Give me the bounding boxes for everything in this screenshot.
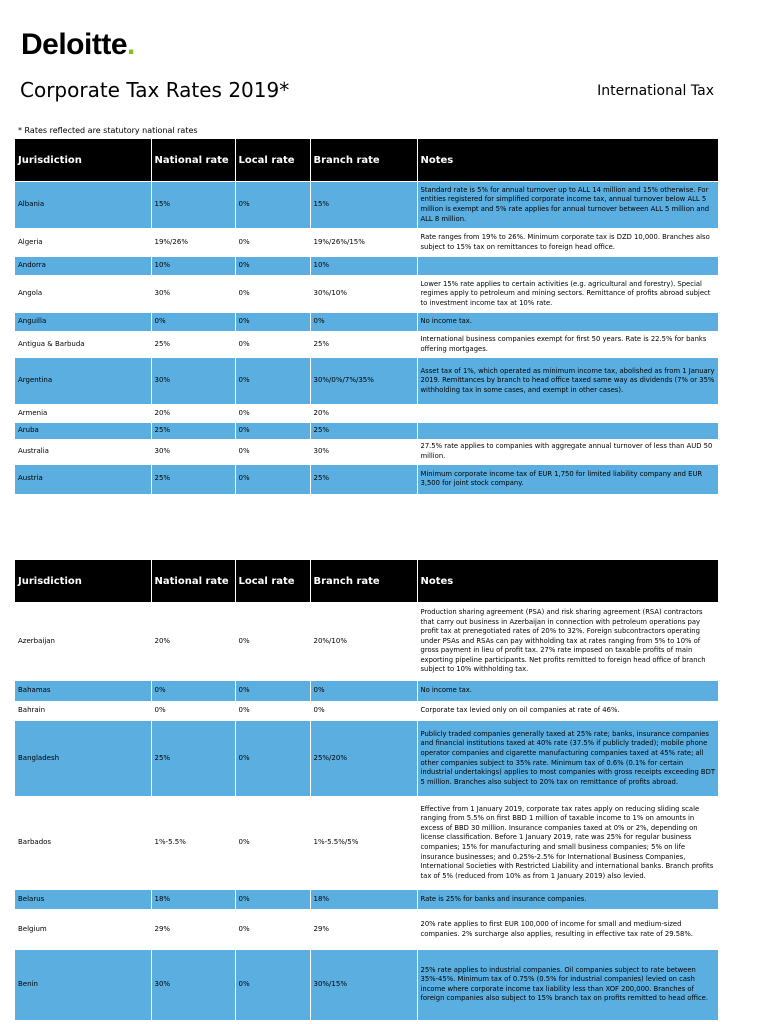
- branch-rate-cell: 18%: [310, 890, 417, 910]
- local-rate-cell: 0%: [235, 465, 310, 494]
- national-rate-cell: 25%: [151, 332, 235, 358]
- jurisdiction-cell: Argentina: [15, 358, 151, 405]
- jurisdiction-cell: Azerbaijan: [15, 603, 151, 681]
- column-header-local-rate: Local rate: [235, 560, 310, 603]
- table-row: [15, 910, 718, 950]
- table-row: [15, 358, 718, 405]
- column-header-notes: Notes: [417, 560, 718, 603]
- local-rate-cell: 0%: [235, 603, 310, 681]
- branch-rate-cell: 19%/26%/15%: [310, 229, 417, 257]
- local-rate-cell: 0%: [235, 257, 310, 276]
- notes-cell: [417, 405, 718, 423]
- notes-cell: 25% rate applies to industrial companies. Oil companies subject to rate between 35%-45%. Minimum tax of 0.75% (0.5% for industrial companies) levied on cash income where corporate income tax liability less than XOF 200,000. Branches of foreign companies also subject to 15% branch tax on profits remitted to head office.: [417, 950, 718, 1020]
- jurisdiction-cell: Aruba: [15, 423, 151, 440]
- table-row: [15, 257, 718, 276]
- table-row: [15, 332, 718, 358]
- tax-table-1: [15, 139, 718, 494]
- table-row: [15, 229, 718, 257]
- branch-rate-cell: 30%/0%/7%/35%: [310, 358, 417, 405]
- local-rate-cell: 0%: [235, 797, 310, 890]
- branch-rate-cell: 25%: [310, 423, 417, 440]
- local-rate-cell: 0%: [235, 358, 310, 405]
- national-rate-cell: 25%: [151, 721, 235, 797]
- notes-cell: 27.5% rate applies to companies with aggregate annual turnover of less than AUD 50 million.: [417, 440, 718, 465]
- national-rate-cell: 30%: [151, 276, 235, 313]
- deloitte-logo: Deloitte.: [21, 28, 135, 61]
- local-rate-cell: 0%: [235, 423, 310, 440]
- branch-rate-cell: 25%/20%: [310, 721, 417, 797]
- national-rate-cell: 0%: [151, 681, 235, 702]
- jurisdiction-cell: Barbados: [15, 797, 151, 890]
- column-header-notes: Notes: [417, 139, 718, 182]
- branch-rate-cell: 30%: [310, 440, 417, 465]
- jurisdiction-cell: Anguilla: [15, 313, 151, 332]
- local-rate-cell: 0%: [235, 950, 310, 1020]
- table-row: [15, 465, 718, 494]
- table-row: [15, 721, 718, 797]
- column-header-branch-rate: Branch rate: [310, 560, 417, 603]
- local-rate-cell: 0%: [235, 681, 310, 702]
- national-rate-cell: 19%/26%: [151, 229, 235, 257]
- branch-rate-cell: 25%: [310, 332, 417, 358]
- national-rate-cell: 1%-5.5%: [151, 797, 235, 890]
- notes-cell: 20% rate applies to first EUR 100,000 of income for small and medium-sized companies. 2% surcharge also applies, resulting in effective tax rate of 29.58%.: [417, 910, 718, 950]
- jurisdiction-cell: Belarus: [15, 890, 151, 910]
- table-header-row: [15, 560, 718, 603]
- jurisdiction-cell: Albania: [15, 182, 151, 229]
- column-header-national-rate: National rate: [151, 560, 235, 603]
- notes-cell: Minimum corporate income tax of EUR 1,750 for limited liability company and EUR 3,500 for joint stock company.: [417, 465, 718, 494]
- notes-cell: Standard rate is 5% for annual turnover up to ALL 14 million and 15% otherwise. For entities registered for simplified corporate income tax, annual turnover below ALL 5 million is exempt and 5% rate applies for annual turnover between ALL 5 million and ALL 8 million.: [417, 182, 718, 229]
- national-rate-cell: 29%: [151, 910, 235, 950]
- notes-cell: No income tax.: [417, 681, 718, 702]
- local-rate-cell: 0%: [235, 313, 310, 332]
- branch-rate-cell: 15%: [310, 182, 417, 229]
- local-rate-cell: 0%: [235, 276, 310, 313]
- branch-rate-cell: 20%/10%: [310, 603, 417, 681]
- notes-cell: Publicly traded companies generally taxed at 25% rate; banks, insurance companies and financial institutions taxed at 40% rate (37.5% if publicly traded); mobile phone operator companies and cigarette manufacturing companies taxed at 45% rate; all other companies subject to 35% rate. Minimum tax of 0.6% (0.1% for certain industrial undertakings) applies to most companies with gross receipts exceeding BDT 5 million. Branches also subject to 20% tax on remittance of profits abroad.: [417, 721, 718, 797]
- branch-rate-cell: 29%: [310, 910, 417, 950]
- table-row: [15, 276, 718, 313]
- table-row: [15, 182, 718, 229]
- tax-table-2: [15, 560, 718, 1020]
- table-header-row: [15, 139, 718, 182]
- notes-cell: Corporate tax levied only on oil companies at rate of 46%.: [417, 702, 718, 721]
- national-rate-cell: 0%: [151, 313, 235, 332]
- table-row: [15, 702, 718, 721]
- branch-rate-cell: 30%/10%: [310, 276, 417, 313]
- national-rate-cell: 30%: [151, 358, 235, 405]
- jurisdiction-cell: Andorra: [15, 257, 151, 276]
- branch-rate-cell: 10%: [310, 257, 417, 276]
- column-header-national-rate: National rate: [151, 139, 235, 182]
- jurisdiction-cell: Bahrain: [15, 702, 151, 721]
- jurisdiction-cell: Antigua & Barbuda: [15, 332, 151, 358]
- notes-cell: [417, 257, 718, 276]
- jurisdiction-cell: Bahamas: [15, 681, 151, 702]
- local-rate-cell: 0%: [235, 890, 310, 910]
- notes-cell: Rate is 25% for banks and insurance companies.: [417, 890, 718, 910]
- branch-rate-cell: 30%/15%: [310, 950, 417, 1020]
- table-row: [15, 681, 718, 702]
- document-title: Corporate Tax Rates 2019*: [20, 78, 290, 102]
- table-row: [15, 423, 718, 440]
- table-row: [15, 950, 718, 1020]
- local-rate-cell: 0%: [235, 332, 310, 358]
- notes-cell: Lower 15% rate applies to certain activities (e.g. agricultural and forestry). Special regimes apply to petroleum and mining sectors. Remittance of profits abroad subject to investment income tax at 10% rate.: [417, 276, 718, 313]
- local-rate-cell: 0%: [235, 440, 310, 465]
- national-rate-cell: 20%: [151, 603, 235, 681]
- branch-rate-cell: 0%: [310, 313, 417, 332]
- national-rate-cell: 10%: [151, 257, 235, 276]
- jurisdiction-cell: Austria: [15, 465, 151, 494]
- branch-rate-cell: 0%: [310, 702, 417, 721]
- local-rate-cell: 0%: [235, 702, 310, 721]
- table-row: [15, 890, 718, 910]
- branch-rate-cell: 0%: [310, 681, 417, 702]
- notes-cell: Production sharing agreement (PSA) and risk sharing agreement (RSA) contractors that carry out business in Azerbaijan in connection with petroleum operations pay profit tax at prenegotiated rates of 20% to 32%. Foreign subcontractors operating under PSAs and RSAs can pay withholding tax at rates ranging from 5% to 10% of gross payment in lieu of profit tax. 27% rate imposed on taxable profits of main exporting pipeline participants. Net profits remitted to foreign head office of branch subject to 10% withholding tax.: [417, 603, 718, 681]
- table-row: [15, 313, 718, 332]
- jurisdiction-cell: Angola: [15, 276, 151, 313]
- notes-cell: Effective from 1 January 2019, corporate tax rates apply on reducing sliding scale ranging from 5.5% on first BBD 1 million of taxable income to 1% on amounts in excess of BBD 30 million. Insurance companies taxed at 0% or 2%, depending on license classification. Before 1 January 2019, rate was 25% for regular business companies; 15% for manufacturing and small business companies; 5% on life insurance businesses; and 0.25%-2.5% for International Business Companies, International Societies with Restricted Liability and international banks. Branch profits tax of 5% (reduced from 10% as from 1 January 2019) also levied.: [417, 797, 718, 890]
- branch-rate-cell: 1%-5.5%/5%: [310, 797, 417, 890]
- local-rate-cell: 0%: [235, 721, 310, 797]
- table-row: [15, 405, 718, 423]
- local-rate-cell: 0%: [235, 910, 310, 950]
- jurisdiction-cell: Armenia: [15, 405, 151, 423]
- jurisdiction-cell: Algeria: [15, 229, 151, 257]
- notes-cell: Rate ranges from 19% to 26%. Minimum corporate tax is DZD 10,000. Branches also subject to 15% tax on remittances to foreign head office.: [417, 229, 718, 257]
- table-row: [15, 440, 718, 465]
- national-rate-cell: 18%: [151, 890, 235, 910]
- column-header-jurisdiction: Jurisdiction: [15, 560, 151, 603]
- local-rate-cell: 0%: [235, 405, 310, 423]
- document-subtitle: International Tax: [597, 83, 714, 99]
- national-rate-cell: 30%: [151, 440, 235, 465]
- jurisdiction-cell: Bangladesh: [15, 721, 151, 797]
- national-rate-cell: 0%: [151, 702, 235, 721]
- notes-cell: No income tax.: [417, 313, 718, 332]
- jurisdiction-cell: Belgium: [15, 910, 151, 950]
- national-rate-cell: 30%: [151, 950, 235, 1020]
- column-header-local-rate: Local rate: [235, 139, 310, 182]
- jurisdiction-cell: Australia: [15, 440, 151, 465]
- notes-cell: International business companies exempt for first 50 years. Rate is 22.5% for banks offering mortgages.: [417, 332, 718, 358]
- jurisdiction-cell: Benin: [15, 950, 151, 1020]
- branch-rate-cell: 25%: [310, 465, 417, 494]
- branch-rate-cell: 20%: [310, 405, 417, 423]
- notes-cell: Asset tax of 1%, which operated as minimum income tax, abolished as from 1 January 2019. Remittances by branch to head office taxed same way as dividends (7% or 35% withholding tax in some cases, and exempt in other cases).: [417, 358, 718, 405]
- notes-cell: [417, 423, 718, 440]
- national-rate-cell: 20%: [151, 405, 235, 423]
- national-rate-cell: 25%: [151, 423, 235, 440]
- table-row: [15, 797, 718, 890]
- table-row: [15, 603, 718, 681]
- footnote: * Rates reflected are statutory national rates: [18, 126, 198, 135]
- national-rate-cell: 25%: [151, 465, 235, 494]
- national-rate-cell: 15%: [151, 182, 235, 229]
- column-header-branch-rate: Branch rate: [310, 139, 417, 182]
- local-rate-cell: 0%: [235, 182, 310, 229]
- column-header-jurisdiction: Jurisdiction: [15, 139, 151, 182]
- local-rate-cell: 0%: [235, 229, 310, 257]
